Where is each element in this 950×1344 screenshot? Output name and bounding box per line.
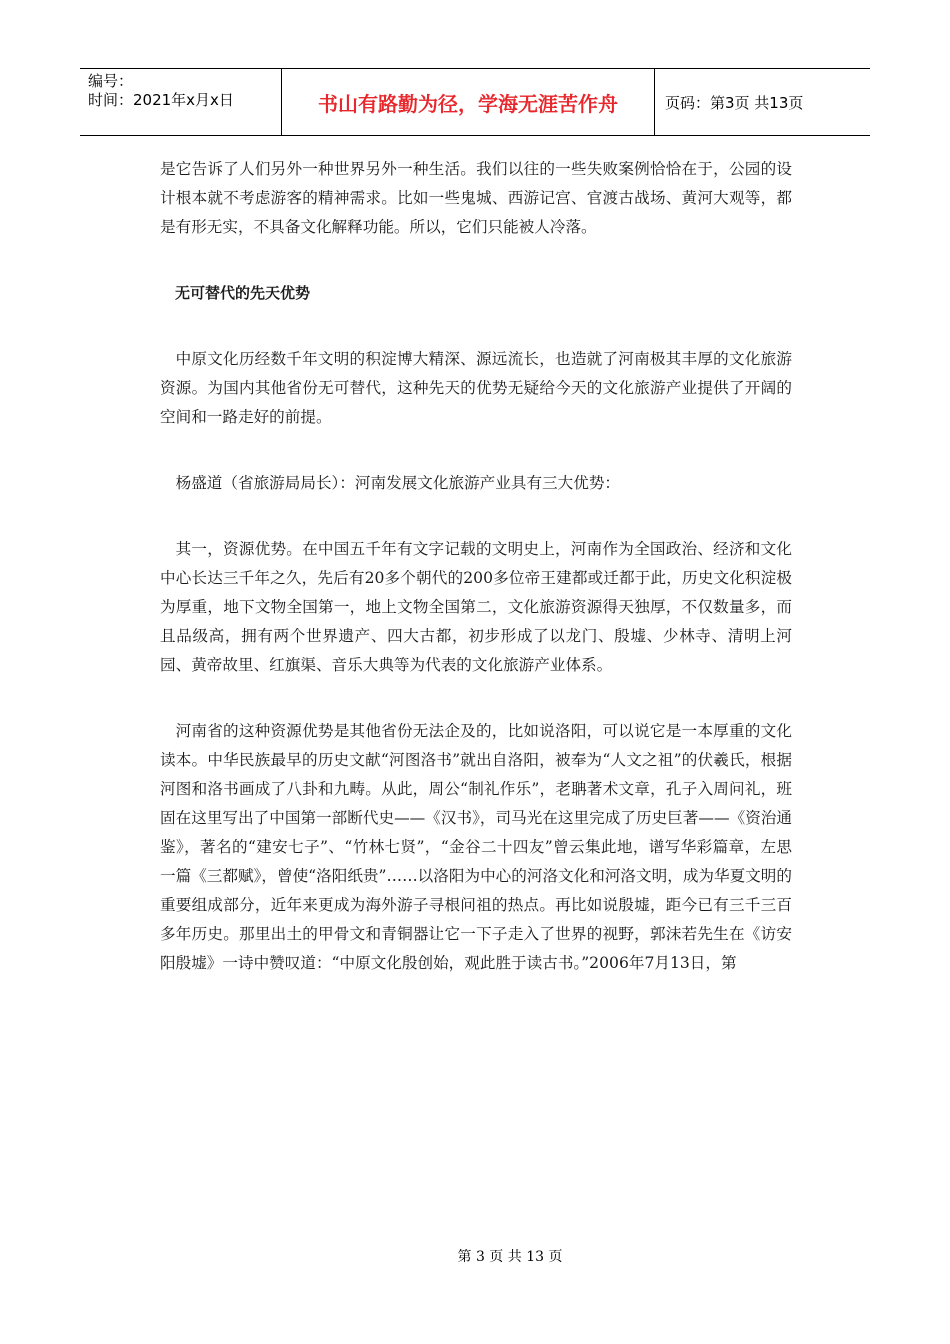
document-number-label: 编号： bbox=[88, 72, 134, 90]
header-page-info: 页码：第3页 共13页 bbox=[665, 93, 804, 112]
paragraph-2: 中原文化历经数千年文明的积淀博大精深、源远流长，也造就了河南极其丰厚的文化旅游资源。为国内其他省份无可替代，这种先天的优势无疑给今天的文化旅游产业提供了开阔的空间和一路走好的前提。 bbox=[160, 350, 792, 426]
paragraph-5: 河南省的这种资源优势是其他省份无法企及的，比如说洛阳，可以说它是一本厚重的文化读本。中华民族最早的历史文献“河图洛书”就出自洛阳，被奉为“人文之祖”的伏羲氏，根据河图和洛书画成了八卦和九畴。从此，周公“制礼作乐”，老聃著术文章，孔子入周问礼，班固在这里写出了中国第一部断代史——《汉书》，司马光在这里完成了历史巨著——《资治通鉴》，著名的“建安七子”、“竹林七贤”，“金谷二十四友”曾云集此地，谱写华彩篇章，左思一篇《三都赋》，曾使“洛阳纸贵”……以洛阳为中心的河洛文化和河洛文明，成为华夏文明的重要组成部分，近年来更成为海外游子寻根问祖的热点。再比如说殷墟，距今已有三千三百多年历史。那里出土的甲骨文和青铜器让它一下子走入了世界的视野，郭沫若先生在《访安阳殷墟》一诗中赞叹道：“中原文化殷创始，观此胜于读古书。”2006年7月13日，第 bbox=[160, 722, 792, 972]
paragraph-1: 是它告诉了人们另外一种世界另外一种生活。我们以往的一些失败案例恰恰在于，公园的设计根本就不考虑游客的精神需求。比如一些鬼城、西游记宫、官渡古战场、黄河大观等，都是有形无实，不具备文化解释功能。所以，它们只能被人冷落。 bbox=[160, 160, 792, 236]
document-body bbox=[160, 155, 792, 978]
section-heading: 无可替代的先天优势 bbox=[175, 284, 311, 302]
paragraph-4: 其一，资源优势。在中国五千年有文字记载的文明史上，河南作为全国政治、经济和文化中心长达三千年之久，先后有20多个朝代的200多位帝王建都或迁都于此，历史文化积淀极为厚重，地下文物全国第一，地上文物全国第二，文化旅游资源得天独厚，不仅数量多，而且品级高，拥有两个世界遗产、四大古都，初步形成了以龙门、殷墟、少林寺、清明上河园、黄帝故里、红旗渠、音乐大典等为代表的文化旅游产业体系。 bbox=[160, 540, 792, 674]
document-date-label: 时间：2021年x月x日 bbox=[88, 91, 234, 109]
header-motto: 书山有路勤为径，学海无涯苦作舟 bbox=[282, 69, 655, 135]
page-footer: 第 3 页 共 13 页 bbox=[457, 1249, 563, 1265]
header-meta-cell bbox=[80, 69, 282, 135]
page-header bbox=[80, 68, 870, 136]
paragraph-3: 杨盛道（省旅游局局长）：河南发展文化旅游产业具有三大优势： bbox=[175, 474, 621, 492]
